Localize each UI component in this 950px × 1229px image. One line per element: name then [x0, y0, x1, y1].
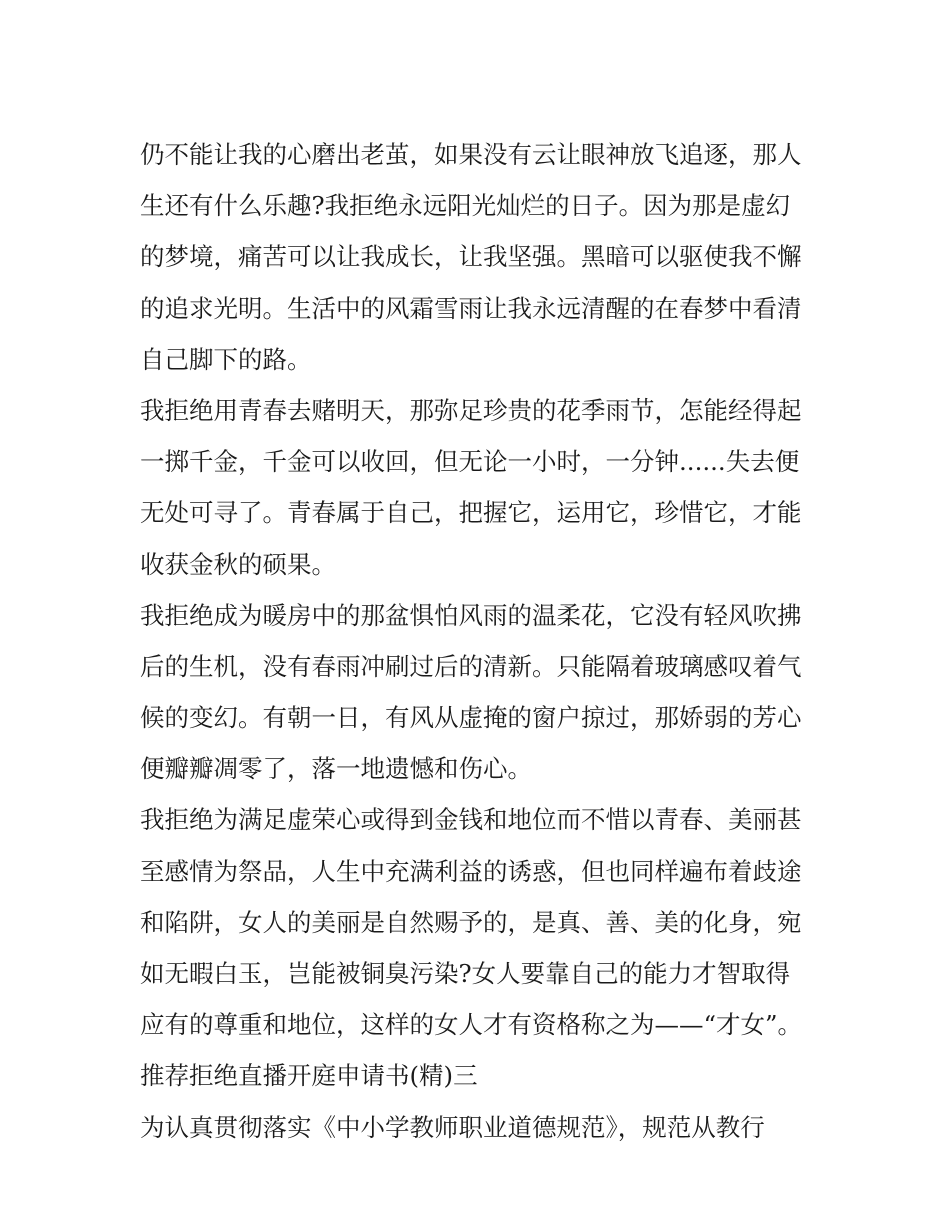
section-heading: 推荐拒绝直播开庭申请书(精)三: [140, 1061, 478, 1091]
text-line: 为认真贯彻落实《中小学教师职业道德规范》，规范从教行: [140, 1112, 765, 1142]
text-line: 和陷阱，女人的美丽是自然赐予的，是真、善、美的化身，宛: [140, 907, 802, 937]
text-line: 应有的尊重和地位，这样的女人才有资格称之为——“才女”。: [140, 1010, 803, 1040]
text-line: 的追求光明。生活中的风霜雪雨让我永远清醒的在春梦中看清: [140, 293, 802, 323]
text-line: 仍不能让我的心磨出老茧，如果没有云让眼神放飞追逐，那人: [140, 140, 802, 169]
text-line: 自己脚下的路。: [140, 344, 312, 374]
text-line: 候的变幻。有朝一日，有风从虚掩的窗户掠过，那娇弱的芳心: [140, 703, 802, 733]
text-line: 我拒绝为满足虚荣心或得到金钱和地位而不惜以青春、美丽甚: [140, 805, 802, 835]
text-line: 无处可寻了。青春属于自己，把握它，运用它，珍惜它，才能: [140, 498, 802, 528]
text-line: 收获金秋的硕果。: [140, 549, 336, 579]
text-line: 如无暇白玉，岂能被铜臭污染?女人要靠自己的能力才智取得: [140, 959, 791, 988]
text-line: 便瓣瓣凋零了，落一地遗憾和伤心。: [140, 754, 532, 784]
text-line: 后的生机，没有春雨冲刷过后的清新。只能隔着玻璃感叹着气: [140, 651, 802, 681]
document-body: [140, 129, 820, 1153]
text-line: 生还有什么乐趣?我拒绝永远阳光灿烂的日子。因为那是虚幻: [140, 191, 791, 221]
text-line: 一掷千金，千金可以收回，但无论一小时，一分钟......失去便: [140, 447, 800, 477]
text-line: 的梦境，痛苦可以让我成长，让我坚强。黑暗可以驱使我不懈: [140, 242, 802, 272]
text-line: 我拒绝成为暖房中的那盆惧怕风雨的温柔花，它没有轻风吹拂: [140, 600, 802, 630]
text-line: 我拒绝用青春去赌明天，那弥足珍贵的花季雨节，怎能经得起: [140, 395, 802, 425]
text-line: 至感情为祭品，人生中充满利益的诱惑，但也同样遍布着歧途: [140, 856, 802, 886]
